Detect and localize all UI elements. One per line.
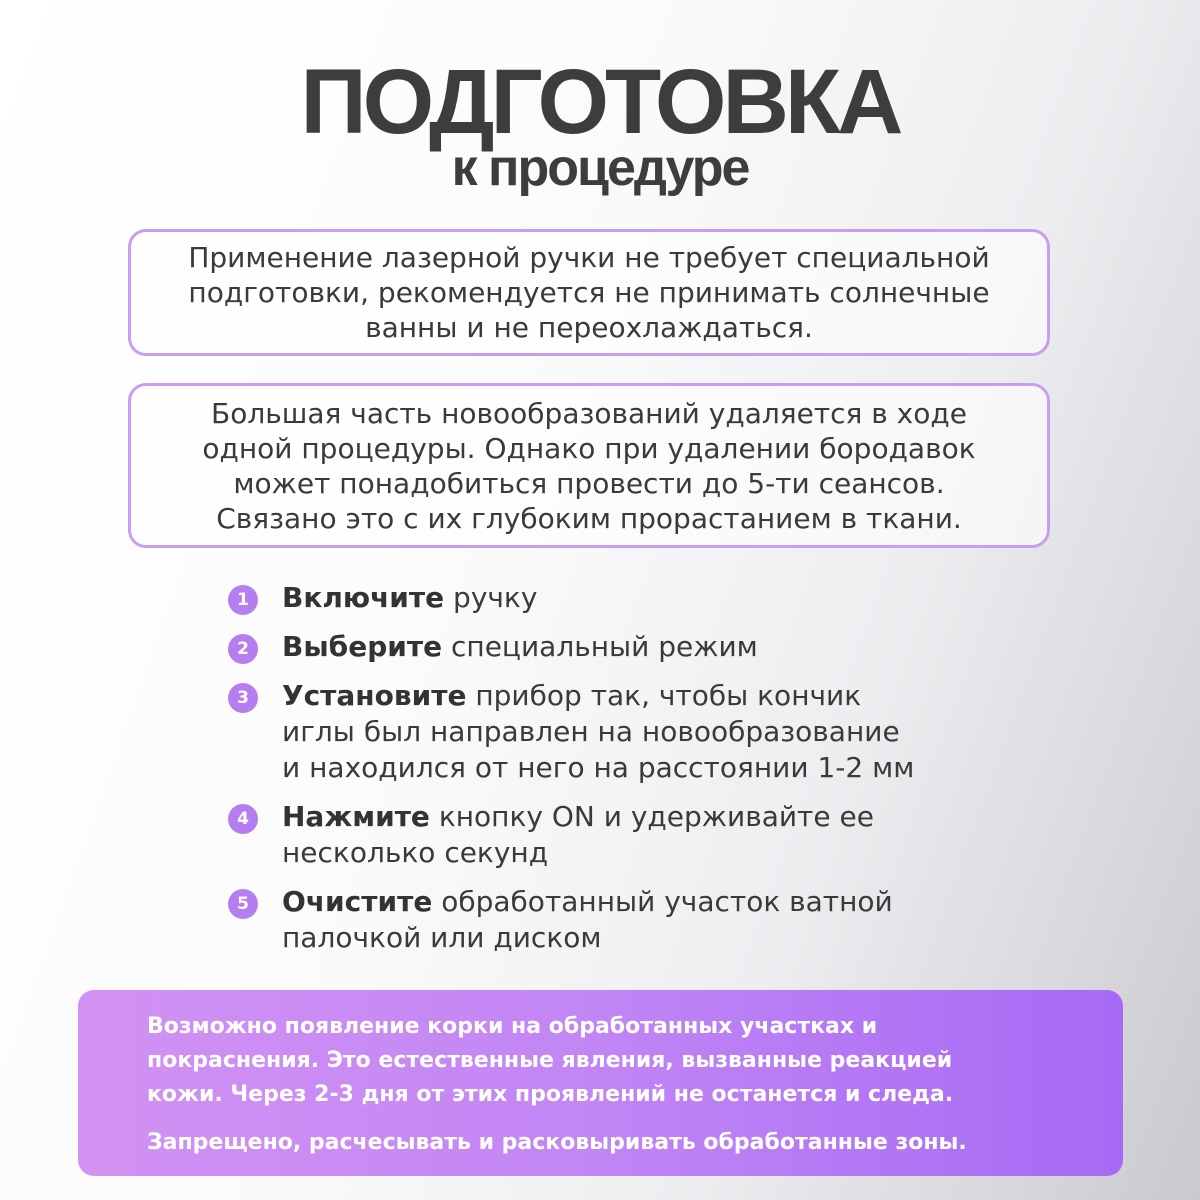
info-box-line: подготовки, рекомендуется не принимать солнечные — [188, 276, 990, 309]
step-text — [282, 799, 874, 871]
footer-note-line: Возможно появление корки на обработанных участках и — [147, 1014, 878, 1039]
step-action: Включите — [282, 581, 445, 614]
footer-warning: Запрещено, расчесывать и расковыривать обработанные зоны. — [147, 1130, 967, 1155]
step-number-badge: 4 — [228, 804, 258, 834]
info-box-text — [188, 240, 989, 345]
footer-note-line: покраснения. Это естественные явления, вызванные реакцией — [147, 1048, 953, 1073]
step-line: несколько секунд — [282, 836, 549, 869]
page-subtitle: к процедуре — [451, 139, 749, 197]
step-item — [228, 580, 988, 616]
step-action: Выберите — [282, 630, 443, 663]
step-line: специальный режим — [442, 630, 758, 663]
step-item — [228, 799, 988, 871]
info-box-line: может понадобиться провести до 5-ти сеансов. — [233, 466, 945, 500]
step-number-badge: 1 — [228, 585, 258, 615]
step-text — [282, 678, 914, 786]
info-box-preparation — [128, 229, 1050, 356]
step-text — [282, 884, 893, 956]
page-title: ПОДГОТОВКА — [300, 51, 900, 153]
steps-list — [228, 580, 988, 969]
step-text — [282, 629, 758, 665]
step-action: Очистите — [282, 885, 433, 918]
info-box-line: Связано это с их глубоким прорастанием в ткани. — [216, 501, 962, 535]
step-line: обработанный участок ватной — [432, 885, 893, 918]
info-box-sessions — [128, 383, 1050, 548]
step-text — [282, 580, 537, 616]
step-item — [228, 884, 988, 956]
step-item — [228, 678, 988, 786]
step-line: палочкой или диском — [282, 921, 602, 954]
step-line: прибор так, чтобы кончик — [466, 679, 862, 712]
footer-note — [147, 1010, 1083, 1112]
step-number-badge: 5 — [228, 889, 258, 919]
step-line: и находился от него на расстоянии 1-2 мм — [282, 751, 915, 784]
info-box-line: Большая часть новообразований удаляется в ходе — [211, 396, 967, 430]
step-number-badge: 3 — [228, 683, 258, 713]
info-box-text — [202, 396, 975, 536]
step-number-badge: 2 — [228, 634, 258, 664]
info-box-line: ванны и не переохлаждаться. — [365, 311, 813, 344]
step-action: Нажмите — [282, 800, 430, 833]
step-line: ручку — [444, 581, 538, 614]
info-box-line: Применение лазерной ручки не требует специальной — [188, 241, 990, 274]
step-action: Установите — [282, 679, 467, 712]
footer-notice — [78, 990, 1123, 1176]
step-line: иглы был направлен на новообразование — [282, 715, 900, 748]
step-item — [228, 629, 988, 665]
step-line: кнопку ON и удерживайте ее — [429, 800, 874, 833]
footer-note-line: кожи. Через 2-3 дня от этих проявлений не останется и следа. — [147, 1082, 954, 1107]
info-box-line: одной процедуры. Однако при удалении бородавок — [202, 431, 976, 465]
